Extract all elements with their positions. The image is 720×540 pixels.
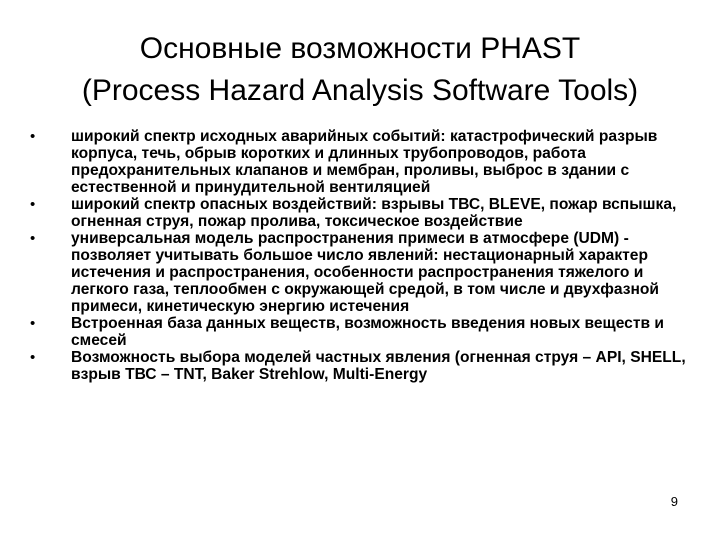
bullet-text: Возможность выбора моделей частных явления (огненная струя – API, SHELL, взрыв ТВС – TNT, Baker Strehlow, Multi-Energy: [71, 349, 686, 383]
slide-title-line-2: (Process Hazard Analysis Software Tools): [81, 74, 639, 107]
slide-title: [40, 28, 680, 112]
bullet-text: широкий спектр исходных аварийных событий: катастрофический разрыв корпуса, течь, обрыв коротких и длинных трубопроводов, работа предохранительных клапанов и мембран, проливы, выброс в здании с естественной и принудительной вентиляцией: [71, 128, 658, 196]
bullet-text: Встроенная база данных веществ, возможность введения новых веществ и смесей: [71, 315, 664, 349]
bullet-item: [30, 128, 690, 196]
bullet-icon: •: [30, 128, 36, 145]
bullet-icon: •: [30, 230, 36, 247]
bullet-item: [30, 349, 690, 383]
bullet-icon: •: [30, 349, 36, 366]
bullet-icon: •: [30, 196, 36, 213]
bullet-item: [30, 315, 690, 349]
slide-title-line-1: Основные возможности PHAST: [139, 32, 581, 65]
bullet-icon: •: [30, 315, 36, 332]
bullet-text: широкий спектр опасных воздействий: взрывы ТВС, BLEVE, пожар вспышка, огненная струя, пожар пролива, токсическое воздействие: [71, 196, 677, 230]
bullet-list: [30, 128, 690, 383]
bullet-item: [30, 230, 690, 315]
page-number: 9: [670, 494, 678, 509]
bullet-item: [30, 196, 690, 230]
bullet-text: универсальная модель распространения примеси в атмосфере (UDM) - позволяет учитывать большое число явлений: нестационарный характер истечения и распространения, особенности распространения тяжелого и легкого газа, теплообмен с окружающей средой, в том числе и двухфазной примеси, кинетическую энергию истечения: [71, 230, 659, 315]
